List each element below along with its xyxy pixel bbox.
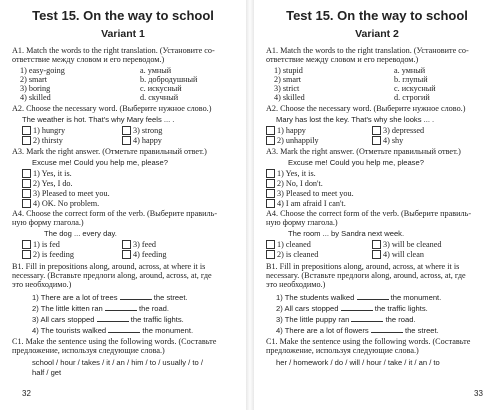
option-label: 3) Pleased to meet you. [33, 189, 110, 198]
option-label: 4) will clean [383, 250, 424, 259]
checkbox[interactable] [372, 126, 381, 135]
c1-question: C1. Make the sentence using the following words. (Составьте [266, 337, 471, 346]
a1-question: A1. Match the words to the right translation. (Установите со- [266, 46, 469, 55]
a1-question-cont: ответствие между словом и его переводом.) [12, 55, 165, 64]
answer-blank[interactable] [357, 292, 389, 300]
option-label: 2) Yes, I do. [33, 179, 73, 188]
page-title: Test 15. On the way to school [286, 8, 468, 23]
b1-question-cont: это необходимо.) [12, 280, 72, 289]
option-label: 4) OK. No problem. [33, 199, 100, 208]
a4-sentence: The dog ... every day. [44, 229, 117, 238]
option-label: 1) cleaned [277, 240, 311, 249]
checkbox[interactable] [372, 250, 381, 259]
a4-question-cont: ную форму глагола.) [266, 218, 338, 227]
b1-item: 2) All cars stopped the traffic lights. [276, 304, 428, 313]
checkbox[interactable] [122, 240, 131, 249]
left-page [0, 0, 246, 410]
checkbox[interactable] [266, 250, 275, 259]
option-label: 4) feeding [133, 250, 167, 259]
page-title: Test 15. On the way to school [32, 8, 214, 23]
option-label: 2) unhappily [277, 136, 319, 145]
variant-label: Variant 1 [101, 28, 145, 40]
checkbox[interactable] [266, 126, 275, 135]
option-label: 2) No, I don't. [277, 179, 323, 188]
answer-blank[interactable] [351, 314, 383, 322]
checkbox[interactable] [266, 179, 275, 188]
a4-question: A4. Choose the correct form of the verb. (Выберите правиль- [266, 209, 472, 218]
a3-prompt: Excuse me! Could you help me, please? [288, 158, 424, 167]
page-number: 32 [22, 389, 31, 398]
a1-word: 1) stupid [274, 66, 303, 75]
page-number: 33 [474, 389, 483, 398]
a1-translation: c. искусный [140, 84, 182, 93]
a2-question: A2. Choose the necessary word. (Выберите нужное слово.) [12, 104, 212, 113]
option-label: 4) I am afraid I can't. [277, 199, 346, 208]
checkbox[interactable] [22, 126, 31, 135]
b1-item: 3) All cars stopped the traffic lights. [32, 315, 184, 324]
b1-item: 4) There are a lot of flowers the street. [276, 326, 439, 335]
checkbox[interactable] [266, 169, 275, 178]
checkbox[interactable] [266, 136, 275, 145]
checkbox[interactable] [22, 169, 31, 178]
b1-item: 1) The students walked the monument. [276, 293, 442, 302]
checkbox[interactable] [22, 189, 31, 198]
a3-question: A3. Mark the right answer. (Отметьте правильный ответ.) [12, 147, 207, 156]
a1-word: 1) easy-going [20, 66, 65, 75]
option-label: 1) is fed [33, 240, 60, 249]
checkbox[interactable] [122, 126, 131, 135]
b1-item: 4) The tourists walked the monument. [32, 326, 194, 335]
a3-prompt: Excuse me! Could you help me, please? [32, 158, 168, 167]
c1-words: her / homework / do / will / hour / take / it / an / to [276, 358, 440, 367]
a1-translation: d. скучный [140, 93, 179, 102]
checkbox[interactable] [266, 240, 275, 249]
a1-translation: a. умный [394, 66, 426, 75]
option-label: 3) Pleased to meet you. [277, 189, 354, 198]
answer-blank[interactable] [120, 292, 152, 300]
option-label: 2) thirsty [33, 136, 63, 145]
right-page [254, 0, 500, 410]
a4-question: A4. Choose the correct form of the verb. (Выберите правиль- [12, 209, 218, 218]
checkbox[interactable] [372, 136, 381, 145]
a1-word: 4) skilled [20, 93, 51, 102]
c1-question-cont: предложение, используя следующие слова.) [266, 346, 419, 355]
checkbox[interactable] [22, 199, 31, 208]
checkbox[interactable] [22, 240, 31, 249]
option-label: 1) Yes, it is. [33, 169, 72, 178]
b1-question-cont: necessary. (Вставьте предлоги along, around, across, at, где [266, 271, 466, 280]
a1-translation: b. добродушный [140, 75, 198, 84]
a3-question: A3. Mark the right answer. (Отметьте правильный ответ.) [266, 147, 461, 156]
option-label: 2) is cleaned [277, 250, 319, 259]
a4-sentence: The room ... by Sandra next week. [288, 229, 405, 238]
a1-word: 4) skilled [274, 93, 305, 102]
a1-translation: a. умный [140, 66, 172, 75]
a1-question: A1. Match the words to the right translation. (Установите со- [12, 46, 215, 55]
option-label: 1) happy [277, 126, 306, 135]
option-label: 4) shy [383, 136, 404, 145]
c1-question-cont: предложение, используя следующие слова.) [12, 346, 165, 355]
a1-question-cont: ответствие между словом и его переводом.) [266, 55, 419, 64]
checkbox[interactable] [22, 179, 31, 188]
answer-blank[interactable] [108, 325, 140, 333]
option-label: 3) will be cleaned [383, 240, 442, 249]
option-label: 4) happy [133, 136, 162, 145]
b1-item: 2) The little kitten ran the road. [32, 304, 170, 313]
checkbox[interactable] [122, 250, 131, 259]
answer-blank[interactable] [97, 314, 129, 322]
c1-words-cont: half / get [32, 368, 62, 377]
b1-question-cont: necessary. (Вставьте предлоги along, around, across, at, где [12, 271, 212, 280]
a1-word: 3) boring [20, 84, 51, 93]
variant-label: Variant 2 [355, 28, 399, 40]
option-label: 3) feed [133, 240, 156, 249]
a4-question-cont: ную форму глагола.) [12, 218, 84, 227]
answer-blank[interactable] [371, 325, 403, 333]
option-label: 1) Yes, it is. [277, 169, 316, 178]
a1-translation: c. искусный [394, 84, 436, 93]
b1-item: 3) The little puppy ran the road. [276, 315, 416, 324]
option-label: 3) strong [133, 126, 163, 135]
a1-word: 2) smart [20, 75, 48, 84]
option-label: 2) is feeding [33, 250, 74, 259]
c1-question: C1. Make the sentence using the following words. (Составьте [12, 337, 217, 346]
b1-question: B1. Fill in prepositions along, around, across, at where it is [266, 262, 460, 271]
book-gutter [246, 0, 254, 410]
checkbox[interactable] [22, 136, 31, 145]
checkbox[interactable] [122, 136, 131, 145]
a2-sentence: The weather is hot. That's why Mary feels ... . [22, 115, 175, 124]
checkbox[interactable] [372, 240, 381, 249]
b1-question-cont: это необходимо.) [266, 280, 326, 289]
a1-translation: d. строгий [394, 93, 430, 102]
option-label: 3) depressed [383, 126, 425, 135]
answer-blank[interactable] [105, 303, 137, 311]
b1-item: 1) There are a lot of trees the street. [32, 293, 188, 302]
a2-question: A2. Choose the necessary word. (Выберите нужное слово.) [266, 104, 466, 113]
a1-translation: b. глупый [394, 75, 428, 84]
checkbox[interactable] [266, 189, 275, 198]
option-label: 1) hungry [33, 126, 66, 135]
checkbox[interactable] [22, 250, 31, 259]
a1-word: 2) smart [274, 75, 302, 84]
b1-question: B1. Fill in prepositions along, around, across, at where it is [12, 262, 206, 271]
a2-sentence: Mary has lost the key. That's why she looks ... . [276, 115, 435, 124]
checkbox[interactable] [266, 199, 275, 208]
a1-word: 3) strict [274, 84, 300, 93]
answer-blank[interactable] [341, 303, 373, 311]
c1-words: school / hour / takes / it / an / him / to / usually / to / [32, 358, 203, 367]
